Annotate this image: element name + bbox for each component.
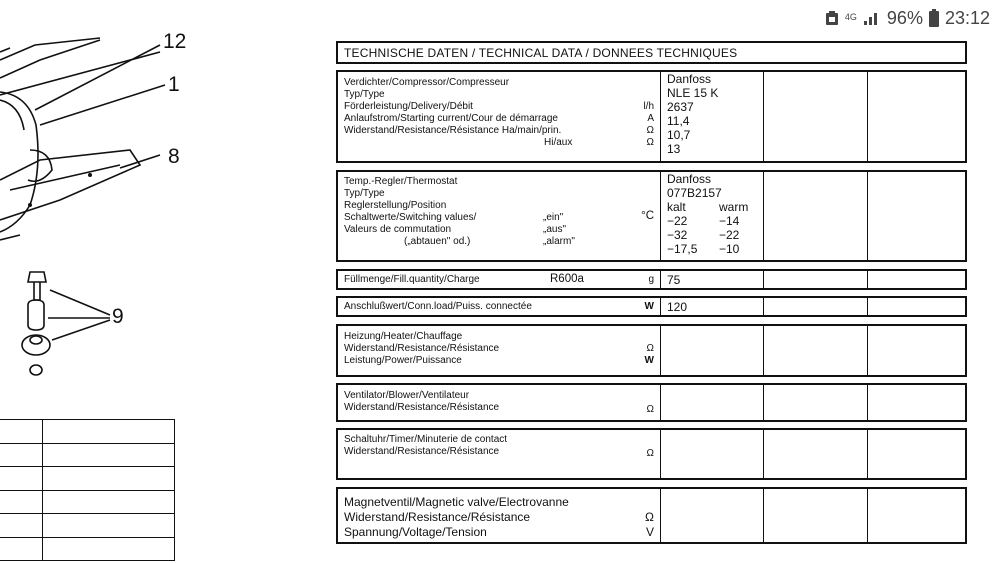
- callout-1: 1: [168, 73, 180, 96]
- timer-section: Schaltuhr/Timer/Minuterie de contact Widerstand/Resistance/Résistance Ω: [336, 428, 967, 480]
- table-row: [0, 420, 175, 444]
- battery-icon: [929, 9, 939, 27]
- table-row: [0, 490, 175, 514]
- thermostat-section: [336, 170, 967, 262]
- callout-9: 9: [112, 305, 124, 328]
- battery-percent: 96%: [886, 7, 923, 28]
- signal-icon: [863, 10, 881, 26]
- clock: 23:12: [944, 7, 990, 28]
- heater-section: Heizung/Heater/Chauffage Widerstand/Resistance/Résistance Leistung/Power/Puissance Ω W: [336, 324, 967, 377]
- blower-section: Ventilator/Blower/Ventilateur Widerstand/Resistance/Résistance Ω: [336, 383, 967, 422]
- sheet-title: TECHNISCHE DATEN / TECHNICAL DATA / DONNEES TECHNIQUES: [336, 41, 967, 64]
- valve-section: Magnetventil/Magnetic valve/Electrovanne Widerstand/Resistance/Résistance Spannung/Voltage/Tension Ω V: [336, 487, 967, 544]
- thermostat-values: Danfoss 077B2157 kalt warm −22 −14 −32 −22 −17,5 −10: [660, 172, 763, 260]
- connected-load-section: Anschlußwert/Conn.load/Puiss. connectée W 120: [336, 296, 967, 317]
- screenshot-icon: [825, 10, 839, 26]
- table-row: [0, 443, 175, 467]
- table-row: [0, 467, 175, 491]
- charge-value: 75: [667, 273, 681, 287]
- connected-load-value: 120: [667, 300, 688, 314]
- callout-8: 8: [168, 145, 180, 168]
- network-type: 4G: [844, 11, 857, 22]
- charge-section: Füllmenge/Fill.quantity/Charge R600a g 75: [336, 269, 967, 290]
- parts-list-table: [0, 419, 175, 561]
- table-row: [0, 537, 175, 561]
- compressor-values: Danfoss NLE 15 K 2637 11,4 10,7 13: [660, 72, 763, 161]
- status-bar: [825, 6, 990, 30]
- callout-12: 12: [163, 30, 187, 53]
- compressor-labels: Verdichter/Compressor/Compresseur Typ/Type Förderleistung/Delivery/Débit Anlaufstrom/Starting current/Cour de démarrage Widerstand/Resistance/Résistance Ha/main/prin. Hi/aux l/h A Ω Ω: [344, 77, 654, 148]
- compressor-section: [336, 70, 967, 163]
- thermostat-labels: Temp.-Regler/Thermostat Typ/Type Reglerstellung/Position Schaltwerte/Switching values/ Valeurs de commutation („abtauen" od.) „ein" „aus" „alarm" °C: [344, 176, 654, 247]
- table-row: [0, 514, 175, 538]
